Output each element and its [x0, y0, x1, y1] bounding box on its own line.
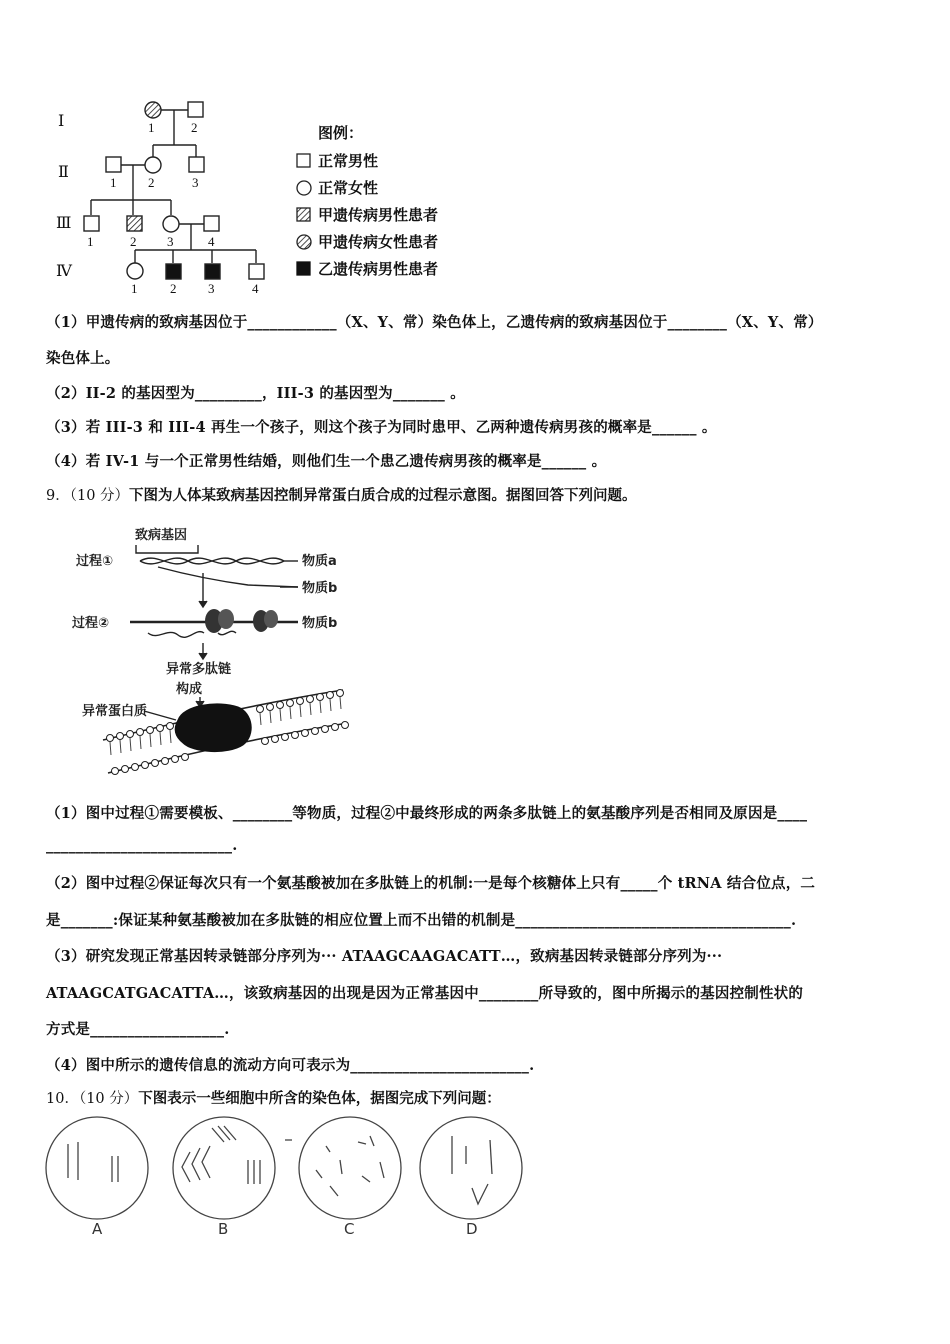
constitute-label: 构成 — [176, 682, 203, 697]
pedigree-number: 2 — [148, 175, 155, 190]
substance-b-label: 物质b — [302, 581, 338, 596]
pedigree-number: 1 — [148, 120, 155, 135]
generation-label: Ⅱ — [58, 162, 69, 181]
pedigree-III-4-normal-male — [204, 216, 219, 231]
question-points: （10 分） — [69, 488, 130, 504]
process2-label: 过程② — [72, 616, 110, 631]
q9-stem — [46, 484, 637, 505]
q8-part3: （3）若 III-3 和 III-4 再生一个孩子，则这个孩子为同时患甲、乙两种遗传病男孩的概率是______ 。 — [46, 419, 717, 436]
q9-part3-cont: ATAAGCATGACATTA…，该致病基因的出现是因为正常基因中________所导致的，图中所揭示的基因控制性状的 — [46, 985, 804, 1002]
q10-stem — [46, 1087, 501, 1108]
pedigree-I-2-normal-male — [188, 102, 203, 117]
q9-part4: （4）图中所示的遗传信息的流动方向可表示为________________________. — [46, 1057, 535, 1074]
question-number: 9． — [46, 488, 70, 504]
pedigree-III-3-normal-female — [163, 216, 179, 232]
pedigree-number: 2 — [130, 234, 137, 249]
pedigree-IV-4-normal-male — [249, 264, 264, 279]
q8-part2: （2）II-2 的基因型为_________，III-3 的基因型为_______ 。 — [46, 385, 465, 402]
pedigree-IV-1-normal-female — [127, 263, 143, 279]
legend-item — [296, 231, 438, 252]
membrane-bilayer — [103, 690, 349, 775]
filled-square-icon — [296, 261, 312, 277]
pedigree-II-3-normal-male — [189, 157, 204, 172]
generation-label: Ⅲ — [56, 213, 72, 232]
abnormal-peptide-label: 异常多肽链 — [166, 662, 232, 677]
process1-label: 过程① — [76, 554, 114, 569]
pedigree-number: 3 — [192, 175, 199, 190]
substance-a-label: 物质a — [302, 554, 337, 569]
pedigree-II-2-normal-female — [145, 157, 161, 173]
cell-A — [46, 1117, 148, 1219]
question-text: 下图表示一些细胞中所含的染色体，据图完成下列问题： — [138, 1090, 501, 1107]
pedigree-number: 1 — [87, 234, 94, 249]
q8-part4: （4）若 IV-1 与一个正常男性结婚，则他们生一个患乙遗传病男孩的概率是______ 。 — [46, 453, 607, 470]
cell-label: D — [466, 1220, 478, 1238]
generation-label: Ⅰ — [58, 111, 65, 130]
pedigree-number: 2 — [191, 120, 198, 135]
cell-label: C — [344, 1220, 355, 1238]
legend-label: 甲遗传病男性患者 — [318, 206, 439, 224]
gene-label: 致病基因 — [135, 528, 188, 543]
gene-expression-figure — [48, 515, 363, 777]
cell-label: B — [218, 1220, 229, 1238]
cell-C — [299, 1117, 401, 1219]
legend-item — [296, 204, 438, 225]
chromosome-cells-figure — [40, 1112, 530, 1242]
circle-icon — [296, 180, 312, 196]
legend-title: 图例： — [318, 124, 364, 142]
question-points: （10 分） — [78, 1091, 139, 1107]
cell-label: A — [92, 1220, 103, 1238]
legend-label: 正常女性 — [318, 179, 379, 197]
gene-expression-diagram — [48, 515, 363, 777]
question-number: 10． — [46, 1091, 79, 1107]
pedigree-number: 2 — [170, 281, 177, 296]
q9-part1: （1）图中过程①需要模板、________等物质，过程②中最终形成的两条多肽链上的氨基酸序列是否相同及原因是____ — [46, 805, 808, 822]
q9-part2-cont: 是_______:保证某种氨基酸被加在多肽链的相应位置上而不出错的机制是_____________________________________. — [46, 912, 797, 929]
cell-D — [420, 1117, 522, 1219]
pedigree-IV-2-disease-b-male — [166, 264, 181, 279]
legend-label: 甲遗传病女性患者 — [318, 233, 439, 251]
pedigree-number: 1 — [110, 175, 117, 190]
generation-label: Ⅳ — [56, 261, 72, 280]
pedigree-chart — [60, 95, 290, 295]
q9-part3-cont2: 方式是__________________. — [46, 1021, 230, 1038]
pedigree-IV-3-disease-b-male — [205, 264, 220, 279]
q8-part1: （1）甲遗传病的致病基因位于____________（X、Y、常）染色体上，乙遗传病的致病基因位于________（X、Y、常） — [46, 314, 823, 331]
square-icon — [296, 153, 312, 169]
legend-label: 正常男性 — [318, 152, 379, 170]
abnormal-protein-blob — [175, 704, 251, 752]
question-text: 下图为人体某致病基因控制异常蛋白质合成的过程示意图。据图回答下列问题。 — [129, 487, 637, 504]
hatched-square-icon — [296, 207, 312, 223]
pedigree-number: 1 — [131, 281, 138, 296]
legend-item — [296, 258, 438, 279]
pedigree-number: 3 — [208, 281, 215, 296]
pedigree-III-1-normal-male — [84, 216, 99, 231]
legend-item — [296, 150, 378, 171]
pedigree-number: 3 — [167, 234, 174, 249]
abnormal-protein-label: 异常蛋白质 — [82, 704, 148, 719]
q9-part2: （2）图中过程②保证每次只有一个氨基酸被加在多肽链上的机制:一是每个核糖体上只有_____个 tRNA 结合位点，二 — [46, 875, 816, 892]
pedigree-III-2-affected-male — [127, 216, 142, 231]
pedigree-II-1-normal-male — [106, 157, 121, 172]
q9-part3: （3）研究发现正常基因转录链部分序列为··· ATAAGCAAGACATT…，致病基因转录链部分序列为··· — [46, 948, 723, 965]
legend-label: 乙遗传病男性患者 — [318, 260, 439, 278]
pedigree-number: 4 — [252, 281, 259, 296]
substance-b2-label: 物质b — [302, 616, 338, 631]
pedigree-I-1-affected-female — [145, 102, 161, 118]
q8-part1-cont: 染色体上。 — [46, 350, 120, 367]
q9-part1-cont: _________________________. — [46, 837, 238, 854]
legend-item — [296, 177, 378, 198]
hatched-circle-icon — [296, 234, 312, 250]
pedigree-number: 4 — [208, 234, 215, 249]
